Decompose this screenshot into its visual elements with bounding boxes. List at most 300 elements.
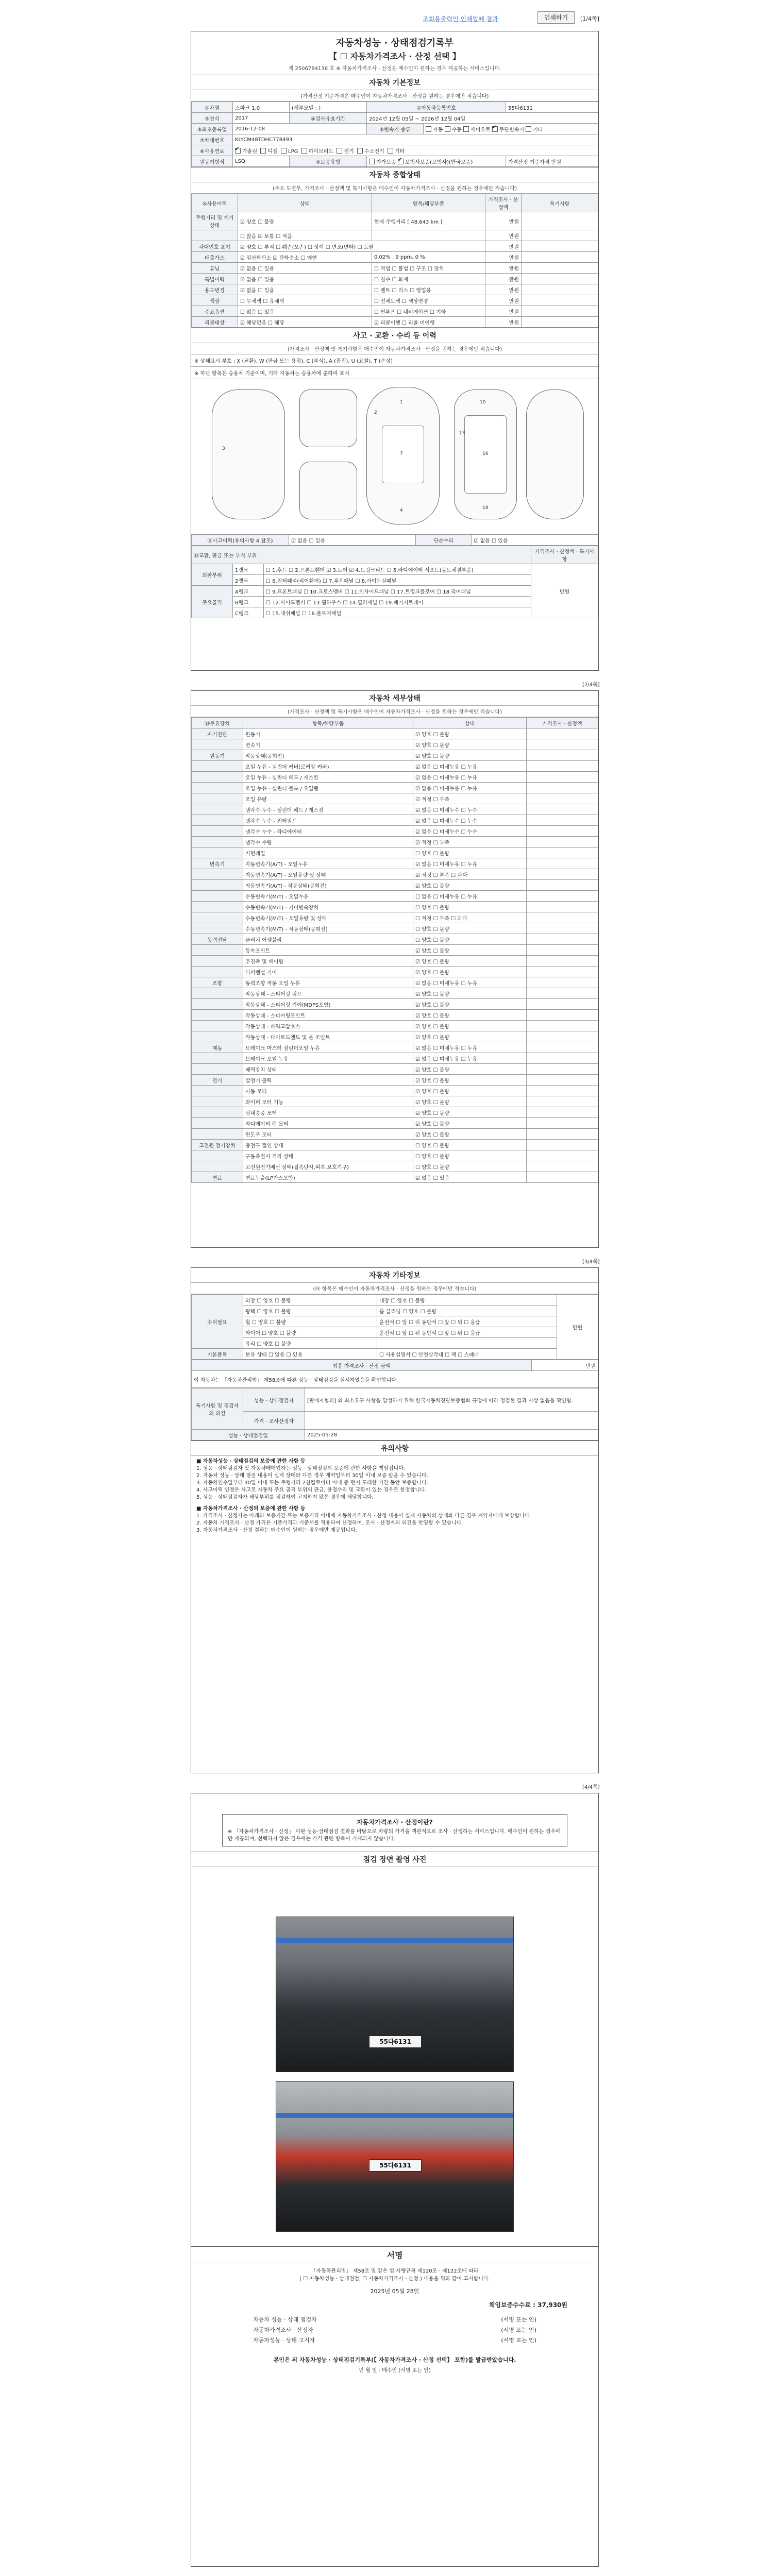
- state-cell: ☑ 양호 ☐ 불량: [413, 999, 527, 1010]
- outer-parts-table: ⑫교환, 판금 또는 부식 부위 가격조사 · 산정액 · 특기사항 외판부위 1랭크 ☐ 1.후드 ☐ 2.프론트휀더 ☑ 3.도어 ☑ 4.트렁크리드 ☐ 5.라디에이터 서포트(볼트체결부품) 만원 2랭크 ☐ 6.쿼터패널(리어휀더) ☐ 7.루프패널 ☐ 8.사이드실패널 주요골격 A랭크 ☐ 9.프론트패널 ☐ 10.크로스멤버 ☐ 11.인사이드패널 ☐ 17.트렁크플로어 ☐ 18.리어패널 B랭크 ☐ 12.사이드멤버 ☐ 13.휠하우스 ☐ 14.필러패널 ☐ 19.패키지트레이 C랭크 ☐ 15.대쉬패널 ☐ 16.플로어패널: [191, 546, 598, 618]
- device-cell: [192, 1031, 243, 1042]
- item-cell: 윈도우 모터: [243, 1129, 413, 1140]
- item-cell: 커먼레일: [243, 848, 413, 858]
- item-cell: 등속조인트: [243, 945, 413, 956]
- price-cell: [527, 1064, 598, 1075]
- table-row: 가격 · 조사산정자: [192, 1412, 598, 1430]
- price-cell: [527, 956, 598, 967]
- state-cell: ☑ 양호 ☐ 불량: [413, 945, 527, 956]
- item-cell: 냉각수 누수 - 실린더 헤드 / 개스킷: [243, 804, 413, 815]
- device-cell: [192, 999, 243, 1010]
- basic-info-note: (가격산정 기준가격은 매수인이 자동차가격조사 · 산정을 원하는 경우에만 적습니다): [191, 90, 598, 101]
- notes-section-2: ■ 자동차가격조사 · 산정의 보증에 관한 사항 등 1. 가격조사 · 산정자는 아래의 보증기간 또는 보증거리 이내에 자동차가격조사 · 산정 내용이 실제 자동차의 상태와 다른 경우 계약자에게 보상합니다. 2. 자동차 가격조사 · 산정 가격은 기준가격과 기준서를 적용하여 산정하며, 조사 · 산정자의 의견을 반영할 수 있습니다. 3. 자동차가격조사 · 산정 결과는 매수인이 원하는 경우에만 제공됩니다.: [196, 1506, 531, 1533]
- price-cell: [527, 1129, 598, 1140]
- state-cell: ☐ 양호 ☐ 불량: [413, 1150, 527, 1161]
- page-4-indicator: [4/4쪽]: [582, 1785, 600, 1790]
- detail-header: 가격조사 · 산정액: [527, 718, 598, 728]
- table-row: 차대번호 표기 ☑ 양호 ☐ 부식 ☐ 훼손(오손) ☐ 상이 ☐ 변조(변타) ☐ 도말 만원: [192, 241, 598, 252]
- table-row: [192, 1140, 598, 1150]
- table-row: [192, 826, 598, 837]
- device-cell: 고전원 전기장치: [192, 1140, 243, 1150]
- print-button[interactable]: 인쇄하기: [537, 11, 575, 24]
- price-cell: [527, 837, 598, 848]
- device-cell: [192, 912, 243, 923]
- device-cell: [192, 1096, 243, 1107]
- table-row: [192, 858, 598, 869]
- state-cell: ☑ 없음 ☐ 미세누수 ☐ 누수: [413, 804, 527, 815]
- state-cell: ☑ 양호 ☐ 불량: [413, 1118, 527, 1129]
- checkbox-icon[interactable]: [526, 126, 531, 132]
- state-cell: ☑ 양호 ☐ 불량: [413, 1021, 527, 1031]
- engine-label: 원동기형식: [192, 156, 233, 167]
- page-2-indicator: [2/4쪽]: [582, 682, 600, 688]
- final-sub: 년 월 일 · 매수인 (서명 또는 인): [359, 2368, 431, 2374]
- inspect-value: 2024년 12월 05일 ~ 2026년 12월 04일: [367, 113, 598, 124]
- car-side-left: [212, 389, 285, 519]
- year-value: 2017: [233, 113, 290, 124]
- device-cell: [192, 1053, 243, 1064]
- table-row: [192, 956, 598, 967]
- price-cell: [527, 1107, 598, 1118]
- item-cell: 수동변속기(M/T) - 오일유량 및 상태: [243, 912, 413, 923]
- price-cell: [527, 804, 598, 815]
- trans-options: 자동 수동 세미오토 ✔ 무단변속기 기타: [424, 124, 598, 134]
- basic-info-table: [191, 101, 598, 167]
- table-row: [192, 1129, 598, 1140]
- price-cell: [527, 815, 598, 826]
- device-cell: [192, 793, 243, 804]
- detail-header: 항목/해당부품: [243, 718, 413, 728]
- fuel-label: ⑧사용연료: [192, 145, 233, 156]
- detail-table: [191, 717, 598, 1183]
- first-reg-value: 2016-12-08: [233, 124, 367, 134]
- state-cell: ☑ 양호 ☐ 불량: [413, 988, 527, 999]
- checkbox-icon[interactable]: [369, 159, 375, 164]
- item-cell: 와이퍼 모터 기능: [243, 1096, 413, 1107]
- sign-note-2: ( ☐ 자동차성능 · 상태점검, ☐ 자동차가격조사 · 산정 ) 내용을 위와 같이 고지합니다.: [299, 2276, 490, 2282]
- table-row: [192, 848, 598, 858]
- state-cell: ☑ 없음 ☐ 미세누유 ☐ 누유: [413, 977, 527, 988]
- item-cell: 작동상태 - 스티어링 기어(MDPS포함): [243, 999, 413, 1010]
- reg-no-value: 55다6131: [506, 102, 598, 113]
- table-row: [192, 1107, 598, 1118]
- device-cell: [192, 1064, 243, 1075]
- price-cell: [527, 967, 598, 977]
- price-cell: [527, 945, 598, 956]
- detail-header: ⑬주요장치: [192, 718, 243, 728]
- table-row: 색상 ☐ 무채색 ☐ 유채색 ☐ 전체도색 ☐ 색상변경 만원: [192, 295, 598, 306]
- state-cell: ☐ 양호 ☐ 불량: [413, 934, 527, 945]
- info-box-title: 자동차가격조사 · 산정이란?: [357, 1819, 433, 1826]
- table-row: 용도변경 ☑ 없음 ☐ 있음 ☐ 렌트 ☐ 리스 ☐ 영업용 만원: [192, 284, 598, 295]
- table-row: B랭크 ☐ 12.사이드멤버 ☐ 13.휠하우스 ☐ 14.필러패널 ☐ 19.패키지트레이: [192, 597, 598, 607]
- item-cell: 연료누출(LP가스포함): [243, 1172, 413, 1183]
- price-cell: [527, 1172, 598, 1183]
- item-cell: 오일 누유 - 실린더 헤드 / 개스킷: [243, 772, 413, 783]
- item-cell: 실내송풍 모터: [243, 1107, 413, 1118]
- state-cell: ☐ 적정 ☐ 부족 ☐ 과다: [413, 912, 527, 923]
- price-cell: [527, 1021, 598, 1031]
- device-cell: [192, 1086, 243, 1096]
- device-cell: 변속기: [192, 858, 243, 869]
- state-cell: ☑ 양호 ☐ 불량: [413, 1129, 527, 1140]
- table-row: ☐ 많음 ☑ 보통 ☐ 적음 만원: [192, 230, 598, 241]
- device-cell: [192, 815, 243, 826]
- price-cell: [527, 1086, 598, 1096]
- table-row: 특별이력 ☑ 없음 ☐ 있음 ☐ 침수 ☐ 화재 만원: [192, 274, 598, 284]
- price-cell: [527, 772, 598, 783]
- checkbox-icon[interactable]: [463, 126, 469, 132]
- inspection-photo-rear: [276, 2081, 514, 2232]
- table-row: 주요골격 A랭크 ☐ 9.프론트패널 ☐ 10.크로스멤버 ☐ 11.인사이드패널 ☐ 17.트렁크플로어 ☐ 18.리어패널: [192, 586, 598, 597]
- table-row: [192, 967, 598, 977]
- table-row: [192, 739, 598, 750]
- detail-title: 자동차 세부상태: [191, 691, 598, 706]
- accident-legend-2: ※ 하단 항목은 승용차 기준이며, 기타 자동차는 승용차에 준하여 표시: [191, 367, 598, 379]
- item-cell: 자동변속기(A/T) - 오일누유: [243, 858, 413, 869]
- price-cell: [527, 934, 598, 945]
- part-number: 7: [400, 451, 403, 456]
- price-cell: [527, 977, 598, 988]
- item-cell: 작동상태(공회전): [243, 750, 413, 761]
- device-cell: [192, 739, 243, 750]
- accident-note: (가격조사 · 산정액 및 특기사항은 매수인이 자동차가격조사 · 산정을 원하는 경우에만 적습니다): [191, 343, 598, 354]
- item-cell: 구동축전지 격리 상태: [243, 1150, 413, 1161]
- checkbox-icon[interactable]: [445, 126, 450, 132]
- table-row: 유리 ☐ 양호 ☐ 불량: [192, 1338, 598, 1349]
- item-cell: 수동변속기(M/T) - 기어변속장치: [243, 902, 413, 912]
- inspection-photo-front: [276, 1917, 514, 2072]
- state-cell: ☑ 양호 ☐ 불량: [413, 1031, 527, 1042]
- state-cell: ☑ 양호 ☐ 불량: [413, 750, 527, 761]
- device-cell: [192, 761, 243, 772]
- item-cell: 수동변속기(M/T) - 작동상태(공회전): [243, 923, 413, 934]
- device-cell: [192, 1118, 243, 1129]
- accident-legend: ※ 상태표시 부호 : X (교환), W (판금 또는 용접), C (부식), A (흠집), U (요철), T (손상): [191, 354, 598, 367]
- page-indicator: [1/4쪽]: [580, 15, 599, 22]
- car-name-label: ①차명: [192, 102, 233, 113]
- part-number: 3: [222, 446, 225, 451]
- item-cell: 냉각수 누수 - 라디에이터: [243, 826, 413, 837]
- item-cell: 냉각수 수량: [243, 837, 413, 848]
- car-diagram: [191, 379, 598, 534]
- device-cell: 원동기: [192, 750, 243, 761]
- table-row: [192, 988, 598, 999]
- checkbox-checked-icon[interactable]: [398, 159, 404, 164]
- notes-title: 유의사항: [191, 1440, 598, 1456]
- device-cell: [192, 880, 243, 891]
- item-cell: 작동상태 - 파워고압호스: [243, 1021, 413, 1031]
- checkbox-icon[interactable]: [388, 148, 393, 154]
- state-cell: ☑ 양호 ☐ 불량: [413, 1010, 527, 1021]
- price-cell: [527, 750, 598, 761]
- price-cell: [527, 1140, 598, 1150]
- item-cell: 자동변속기(A/T) - 작동상태(공회전): [243, 880, 413, 891]
- first-reg-label: ⑤최초등록일: [192, 124, 233, 134]
- etc-title: 자동차 기타정보: [191, 1268, 598, 1283]
- checkbox-icon[interactable]: [337, 148, 342, 154]
- item-cell: 디퍼렌셜 기어: [243, 967, 413, 977]
- price-cell: [527, 891, 598, 902]
- part-number: 10: [480, 400, 486, 405]
- table-row: [192, 1150, 598, 1161]
- table-row: [192, 1042, 598, 1053]
- price-cell: [527, 1075, 598, 1086]
- device-cell: [192, 1161, 243, 1172]
- state-cell: ☑ 양호 ☐ 불량: [413, 1096, 527, 1107]
- device-cell: [192, 902, 243, 912]
- trans-label: ⑥변속기 종류: [367, 124, 424, 134]
- table-row: 수리필요 외장 ☐ 양호 ☐ 불량 내장 ☐ 양호 ☐ 불량 만원: [192, 1295, 598, 1306]
- table-row: [192, 793, 598, 804]
- item-cell: 작동상태 - 타이로드엔드 및 볼 조인트: [243, 1031, 413, 1042]
- item-cell: 추진축 및 베어링: [243, 956, 413, 967]
- status-title: 자동차 종합상태: [191, 167, 598, 182]
- item-cell: 발전기 출력: [243, 1075, 413, 1086]
- table-row: 배출가스 ☑ 일산화탄소 ☑ 탄화수소 ☐ 매연 0.02% , 9 ppm, 0 % 만원: [192, 252, 598, 263]
- car-name-value: 스파크 1.0: [233, 102, 290, 113]
- table-row: [192, 923, 598, 934]
- car-side-right: [526, 389, 584, 519]
- state-cell: ☐ 양호 ☐ 불량: [413, 1161, 527, 1172]
- price-cell: [527, 1118, 598, 1129]
- signer-row: 자동차 성능 · 상태 점검자 (서명 또는 인): [253, 2316, 536, 2323]
- accident-summary: ⑪사고이력(유의사항 4 참조) ☑ 없음 ☐ 있음 단순수리 ☑ 없음 ☐ 있음: [191, 534, 598, 546]
- fee-label: 책임보증수수료 : 37,930원: [489, 2301, 567, 2309]
- sign-date: 2025년 05월 28일: [370, 2288, 419, 2295]
- item-cell: 동력조향 작동 오일 누유: [243, 977, 413, 988]
- car-roof: [382, 426, 424, 483]
- state-cell: ☑ 양호 ☐ 불량: [413, 739, 527, 750]
- item-cell: 오일 누유 - 실린더 블록 / 오일팬: [243, 783, 413, 793]
- device-cell: [192, 772, 243, 783]
- photo-title: 점검 장면 촬영 사진: [191, 1852, 598, 1867]
- price-cell: [527, 858, 598, 869]
- detail-header: 상태: [413, 718, 527, 728]
- device-cell: [192, 891, 243, 902]
- final-note: 본인은 위 자동차성능 · 상태점검기록부(【 자동차가격조사 · 산정 선택】 포함)를 발급받았습니다.: [273, 2357, 516, 2363]
- item-cell: 시동 모터: [243, 1086, 413, 1096]
- table-row: [192, 902, 598, 912]
- checkbox-icon[interactable]: [281, 148, 287, 154]
- signature-section: [191, 2246, 598, 2374]
- table-row: 튜닝 ☑ 없음 ☐ 있음 ☐ 적법 ☐ 불법 ☐ 구조 ☐ 장치 만원: [192, 263, 598, 274]
- page-3-indicator: [3/4쪽]: [582, 1259, 600, 1265]
- price-cell: [527, 793, 598, 804]
- status-header: ⑩사용이력: [192, 194, 238, 212]
- state-cell: ☐ 양호 ☐ 불량: [413, 902, 527, 912]
- status-header: 상태: [238, 194, 372, 212]
- item-cell: 원동기: [243, 728, 413, 739]
- state-cell: ☑ 없음 ☐ 미세누유 ☐ 누유: [413, 858, 527, 869]
- table-row: 리콜대상 ☑ 해당없음 ☐ 해당 ☑ 리콜이행 ☐ 리콜 미이행 만원: [192, 317, 598, 328]
- table-row: [192, 912, 598, 923]
- device-cell: [192, 988, 243, 999]
- device-cell: [192, 1021, 243, 1031]
- device-cell: 조향: [192, 977, 243, 988]
- device-cell: [192, 837, 243, 848]
- state-cell: ☐ 양호 ☐ 불량: [413, 848, 527, 858]
- item-cell: 클러치 어셈블리: [243, 934, 413, 945]
- price-cell: [527, 1053, 598, 1064]
- state-cell: ☑ 양호 ☐ 불량: [413, 1086, 527, 1096]
- table-row: [192, 934, 598, 945]
- price-cell: [527, 783, 598, 793]
- item-cell: 변속기: [243, 739, 413, 750]
- price-cell: [527, 1096, 598, 1107]
- table-row: [192, 1118, 598, 1129]
- price-cell: [527, 1010, 598, 1021]
- state-cell: ☐ 양호 ☐ 불량: [413, 1140, 527, 1150]
- state-cell: ☐ 양호 ☐ 불량: [413, 923, 527, 934]
- fuel-options: ✔ 가솔린 디젤 LPG 하이브리드 전기 수소전기 기타: [233, 145, 598, 156]
- accident-title: 사고 · 교환 · 수리 등 이력: [191, 328, 598, 343]
- table-row: 주행거리 및 계기상태 ☑ 양호 ☐ 불량 현재 주행거리 [ 48,643 km ] 만원: [192, 212, 598, 230]
- opinion-table: [191, 1388, 598, 1440]
- table-row: [192, 1172, 598, 1183]
- state-cell: ☑ 양호 ☐ 불량: [413, 956, 527, 967]
- checkbox-checked-icon[interactable]: [235, 148, 241, 154]
- device-cell: [192, 1107, 243, 1118]
- engine-value: LSQ: [233, 156, 290, 167]
- item-cell: 수동변속기(M/T) - 오일누유: [243, 891, 413, 902]
- page-3: [191, 1267, 599, 1773]
- status-table: [191, 194, 598, 328]
- price-cell: [527, 826, 598, 837]
- state-cell: ☑ 양호 ☐ 불량: [413, 1064, 527, 1075]
- table-row: [192, 977, 598, 988]
- table-row: [192, 1161, 598, 1172]
- signer-row: 자동차성능 · 상태 고지자 (서명 또는 인): [253, 2337, 536, 2344]
- table-row: 타이어 ☐ 양호 ☐ 불량 운전석 ☐ 앞 ☐ 뒤 동반석 ☐ 앞 ☐ 뒤 ☐ 응급: [192, 1327, 598, 1338]
- price-cell: [527, 848, 598, 858]
- table-row: 광택 ☐ 양호 ☐ 불량 룸 클리닝 ☐ 양호 ☐ 불량: [192, 1306, 598, 1316]
- device-cell: [192, 869, 243, 880]
- price-basis: 가격산정 기준가격 만원: [506, 156, 598, 167]
- etc-note: (⑭ 항목은 매수인이 자동차가격조사 · 산정을 원하는 경우에만 적습니다): [191, 1283, 598, 1294]
- state-cell: ☑ 없음 ☐ 미세누유 ☐ 누유: [413, 761, 527, 772]
- item-cell: 충전구 절연 상태: [243, 1140, 413, 1150]
- item-cell: 브레이크 마스터 실린더오일 누유: [243, 1042, 413, 1053]
- car-front: [299, 389, 357, 447]
- device-cell: 전기: [192, 1075, 243, 1086]
- print-result-link[interactable]: 조회용출력인 인쇄일때 결과: [423, 15, 498, 23]
- basic-info-title: 자동차 기본정보: [191, 75, 598, 90]
- table-row: [192, 880, 598, 891]
- state-cell: ☑ 양호 ☐ 불량: [413, 728, 527, 739]
- table-row: [192, 1075, 598, 1086]
- table-row: 기본품목 보유 상태 ☐ 없음 ☐ 있음 ☐ 사용설명서 ☐ 안전삼각대 ☐ 잭 ☐ 스패너: [192, 1349, 598, 1360]
- device-cell: 동력전달: [192, 934, 243, 945]
- warranty-label: ⑨보증유형: [290, 156, 367, 167]
- price-cell: [527, 1161, 598, 1172]
- signer-row: 자동차가격조사 · 산정자 (서명 또는 인): [253, 2327, 536, 2333]
- state-cell: ☑ 적정 ☐ 부족: [413, 793, 527, 804]
- item-cell: 작동상태 - 스티어링 펌프: [243, 988, 413, 999]
- price-cell: [527, 869, 598, 880]
- table-row: [192, 999, 598, 1010]
- state-cell: ☑ 없음 ☐ 미세누유 ☐ 누유: [413, 783, 527, 793]
- checkbox-icon[interactable]: [357, 148, 363, 154]
- state-cell: ☑ 없음 ☐ 미세누유 ☐ 누유: [413, 1053, 527, 1064]
- price-cell: [527, 761, 598, 772]
- state-cell: ☑ 양호 ☐ 불량: [413, 967, 527, 977]
- state-cell: ☑ 적정 ☐ 부족 ☐ 과다: [413, 869, 527, 880]
- state-cell: ☑ 양호 ☐ 불량: [413, 880, 527, 891]
- device-cell: [192, 923, 243, 934]
- state-cell: ☑ 없음 ☐ 미세누수 ☐ 누수: [413, 826, 527, 837]
- device-cell: 자기진단: [192, 728, 243, 739]
- status-note: (주요 도면부, 가격조사 · 산정액 및 특기사항은 매수인이 자동차가격조사 · 산정을 원하는 경우에만 적습니다): [191, 182, 598, 194]
- table-row: [192, 804, 598, 815]
- table-row: [192, 783, 598, 793]
- part-number: 16: [482, 451, 489, 456]
- state-cell: ☑ 없음 ☐ 미세누유 ☐ 누유: [413, 1042, 527, 1053]
- car-rear: [299, 462, 357, 519]
- sign-title: 서명: [191, 2246, 598, 2263]
- table-row: 주요옵션 ☐ 없음 ☐ 있음 ☐ 썬루프 ☐ 네비게이션 ☐ 기타 만원: [192, 306, 598, 317]
- notes-section-1: ■ 자동차성능 · 상태점검의 보증에 관한 사항 등 1. 성능 · 상태점검자 및 자동차매매업자는 성능 · 상태점검의 보증에 관한 사항을 책임집니다. 2. 자동차 성능 · 상태 점검 내용이 실제 상태와 다른 경우 계약일부터 30일 이내 보증 받을 수 있습니다. 3. 자동차인수일부터 30일 이내 또는 주행거리 2천킬로미터 이내 중 먼저 도래한 기간 동안 보증합니다. 4. 사고이력 인정은 사고로 자동차 주요 골격 부위의 판금, 용접수리 및 교환이 있는 경우로 한정합니다. 5. 성능 · 상태점검자가 해당부위를 점검하여 고지하지 않은 경우에 해당합니다.: [196, 1459, 428, 1500]
- item-cell: 라디에이터 팬 모터: [243, 1118, 413, 1129]
- vin-value: KLYCM48TDHC778493: [233, 134, 598, 145]
- device-cell: [192, 956, 243, 967]
- state-cell: ☑ 양호 ☐ 불량: [413, 1107, 527, 1118]
- final-price-table: 최종 가격조사 · 산정 금액 만원 이 자동차는 「자동차관리법」 제58조에 따른 성능 · 상태점검을 실시하였음을 확인합니다.: [191, 1360, 598, 1388]
- device-cell: [192, 1010, 243, 1021]
- device-cell: [192, 1129, 243, 1140]
- part-number: 2: [374, 410, 377, 415]
- checkbox-checked-icon[interactable]: [492, 126, 498, 132]
- table-row: [192, 891, 598, 902]
- part-number: 13: [459, 431, 465, 436]
- table-row: [192, 869, 598, 880]
- price-cell: [527, 1042, 598, 1053]
- table-row: [192, 1021, 598, 1031]
- state-cell: ☑ 없음 ☐ 있음: [413, 1172, 527, 1183]
- checkbox-icon[interactable]: [426, 126, 431, 132]
- price-cell: [527, 728, 598, 739]
- part-number: 1: [400, 400, 403, 405]
- state-cell: ☑ 양호 ☐ 불량: [413, 1075, 527, 1086]
- device-cell: [192, 945, 243, 956]
- item-cell: 오일 누유 - 실린더 커버(로커암 커버): [243, 761, 413, 772]
- car-name-note: (세부모델 : ): [290, 102, 367, 113]
- price-cell: [527, 1031, 598, 1042]
- checkbox-icon[interactable]: [260, 148, 266, 154]
- table-row: [192, 772, 598, 783]
- reg-no-label: ②자동차등록번호: [367, 102, 506, 113]
- item-cell: 작동상태 - 스티어링조인트: [243, 1010, 413, 1021]
- item-cell: 냉각수 누수 - 워터펌프: [243, 815, 413, 826]
- lift-arm: [276, 1938, 513, 1943]
- table-row: [192, 1053, 598, 1064]
- checkbox-icon[interactable]: [301, 148, 307, 154]
- status-header: 가격조사 · 산정액: [485, 194, 522, 212]
- etc-table: [191, 1294, 598, 1360]
- vin-label: ⑦차대번호: [192, 134, 233, 145]
- info-box: [222, 1814, 567, 1846]
- state-cell: ☑ 없음 ☐ 미세누유 ☐ 누유: [413, 772, 527, 783]
- table-row: [192, 945, 598, 956]
- price-cell: [527, 912, 598, 923]
- price-cell: [527, 1150, 598, 1161]
- table-row: [192, 815, 598, 826]
- state-cell: ☑ 적정 ☐ 부족: [413, 837, 527, 848]
- item-cell: 배력장치 상태: [243, 1064, 413, 1075]
- table-row: [192, 1086, 598, 1096]
- table-row: [192, 761, 598, 772]
- item-cell: 고전원전기배선 상태(접속단자,피복,보호기구): [243, 1161, 413, 1172]
